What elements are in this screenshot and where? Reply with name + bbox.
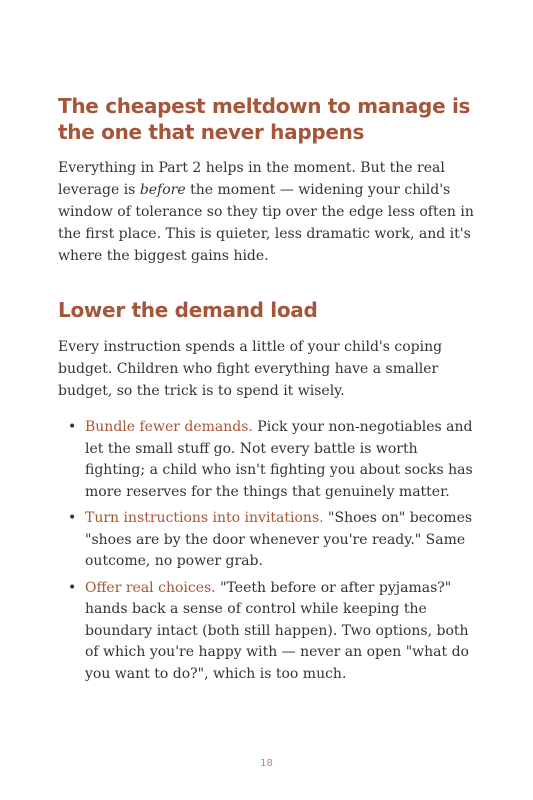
- list-item: [58, 578, 478, 686]
- demand-paragraph: Every instruction spends a little of your child's coping budget. Children who fight everything have a smaller budget, so the trick is to spend it wisely.: [58, 339, 443, 399]
- list-item: [58, 508, 478, 573]
- intro-paragraph: [58, 157, 478, 267]
- strategy-list: [58, 417, 478, 685]
- list-item-text: "Shoes on" becomes "shoes are by the door whenever you're ready." Same outcome, no power grab.: [85, 510, 473, 569]
- section-heading-demand-load: Lower the demand load: [58, 298, 318, 322]
- section-heading-meltdown: The cheapest meltdown to manage is the one that never happens: [58, 94, 471, 144]
- list-item-text: Pick your non-negotiables and let the small stuff go. Not every battle is worth fighting; a child who isn't fighting you about socks has more reserves for the things that genuinely matter.: [85, 419, 473, 500]
- list-item: [58, 417, 478, 503]
- page-number: 18: [260, 758, 273, 769]
- bullet-icon: •: [68, 419, 77, 435]
- intro-text-start: Everything in Part 2 helps in the moment. But the real leverage is: [58, 160, 445, 198]
- list-item-lead: Bundle fewer demands.: [85, 419, 253, 435]
- list-item-lead: Turn instructions into invitations.: [85, 510, 324, 526]
- bullet-icon: •: [68, 510, 77, 526]
- list-item-lead: Offer real choices.: [85, 579, 216, 596]
- page-content: [58, 93, 478, 690]
- intro-emphasis: before: [139, 182, 186, 198]
- bullet-icon: •: [68, 579, 77, 596]
- intro-text-end: the moment — widening your child's window of tolerance so they tip over the edge less often in the first place. This is quieter, less dramatic work, and it's where the biggest gains hide.: [58, 182, 474, 264]
- list-item-text: "Teeth before or after pyjamas?" hands back a sense of control while keeping the boundary intact (both still happen). Two options, both of which you're happy with — never an open "what do you want to do?", which is too much.: [85, 579, 469, 682]
